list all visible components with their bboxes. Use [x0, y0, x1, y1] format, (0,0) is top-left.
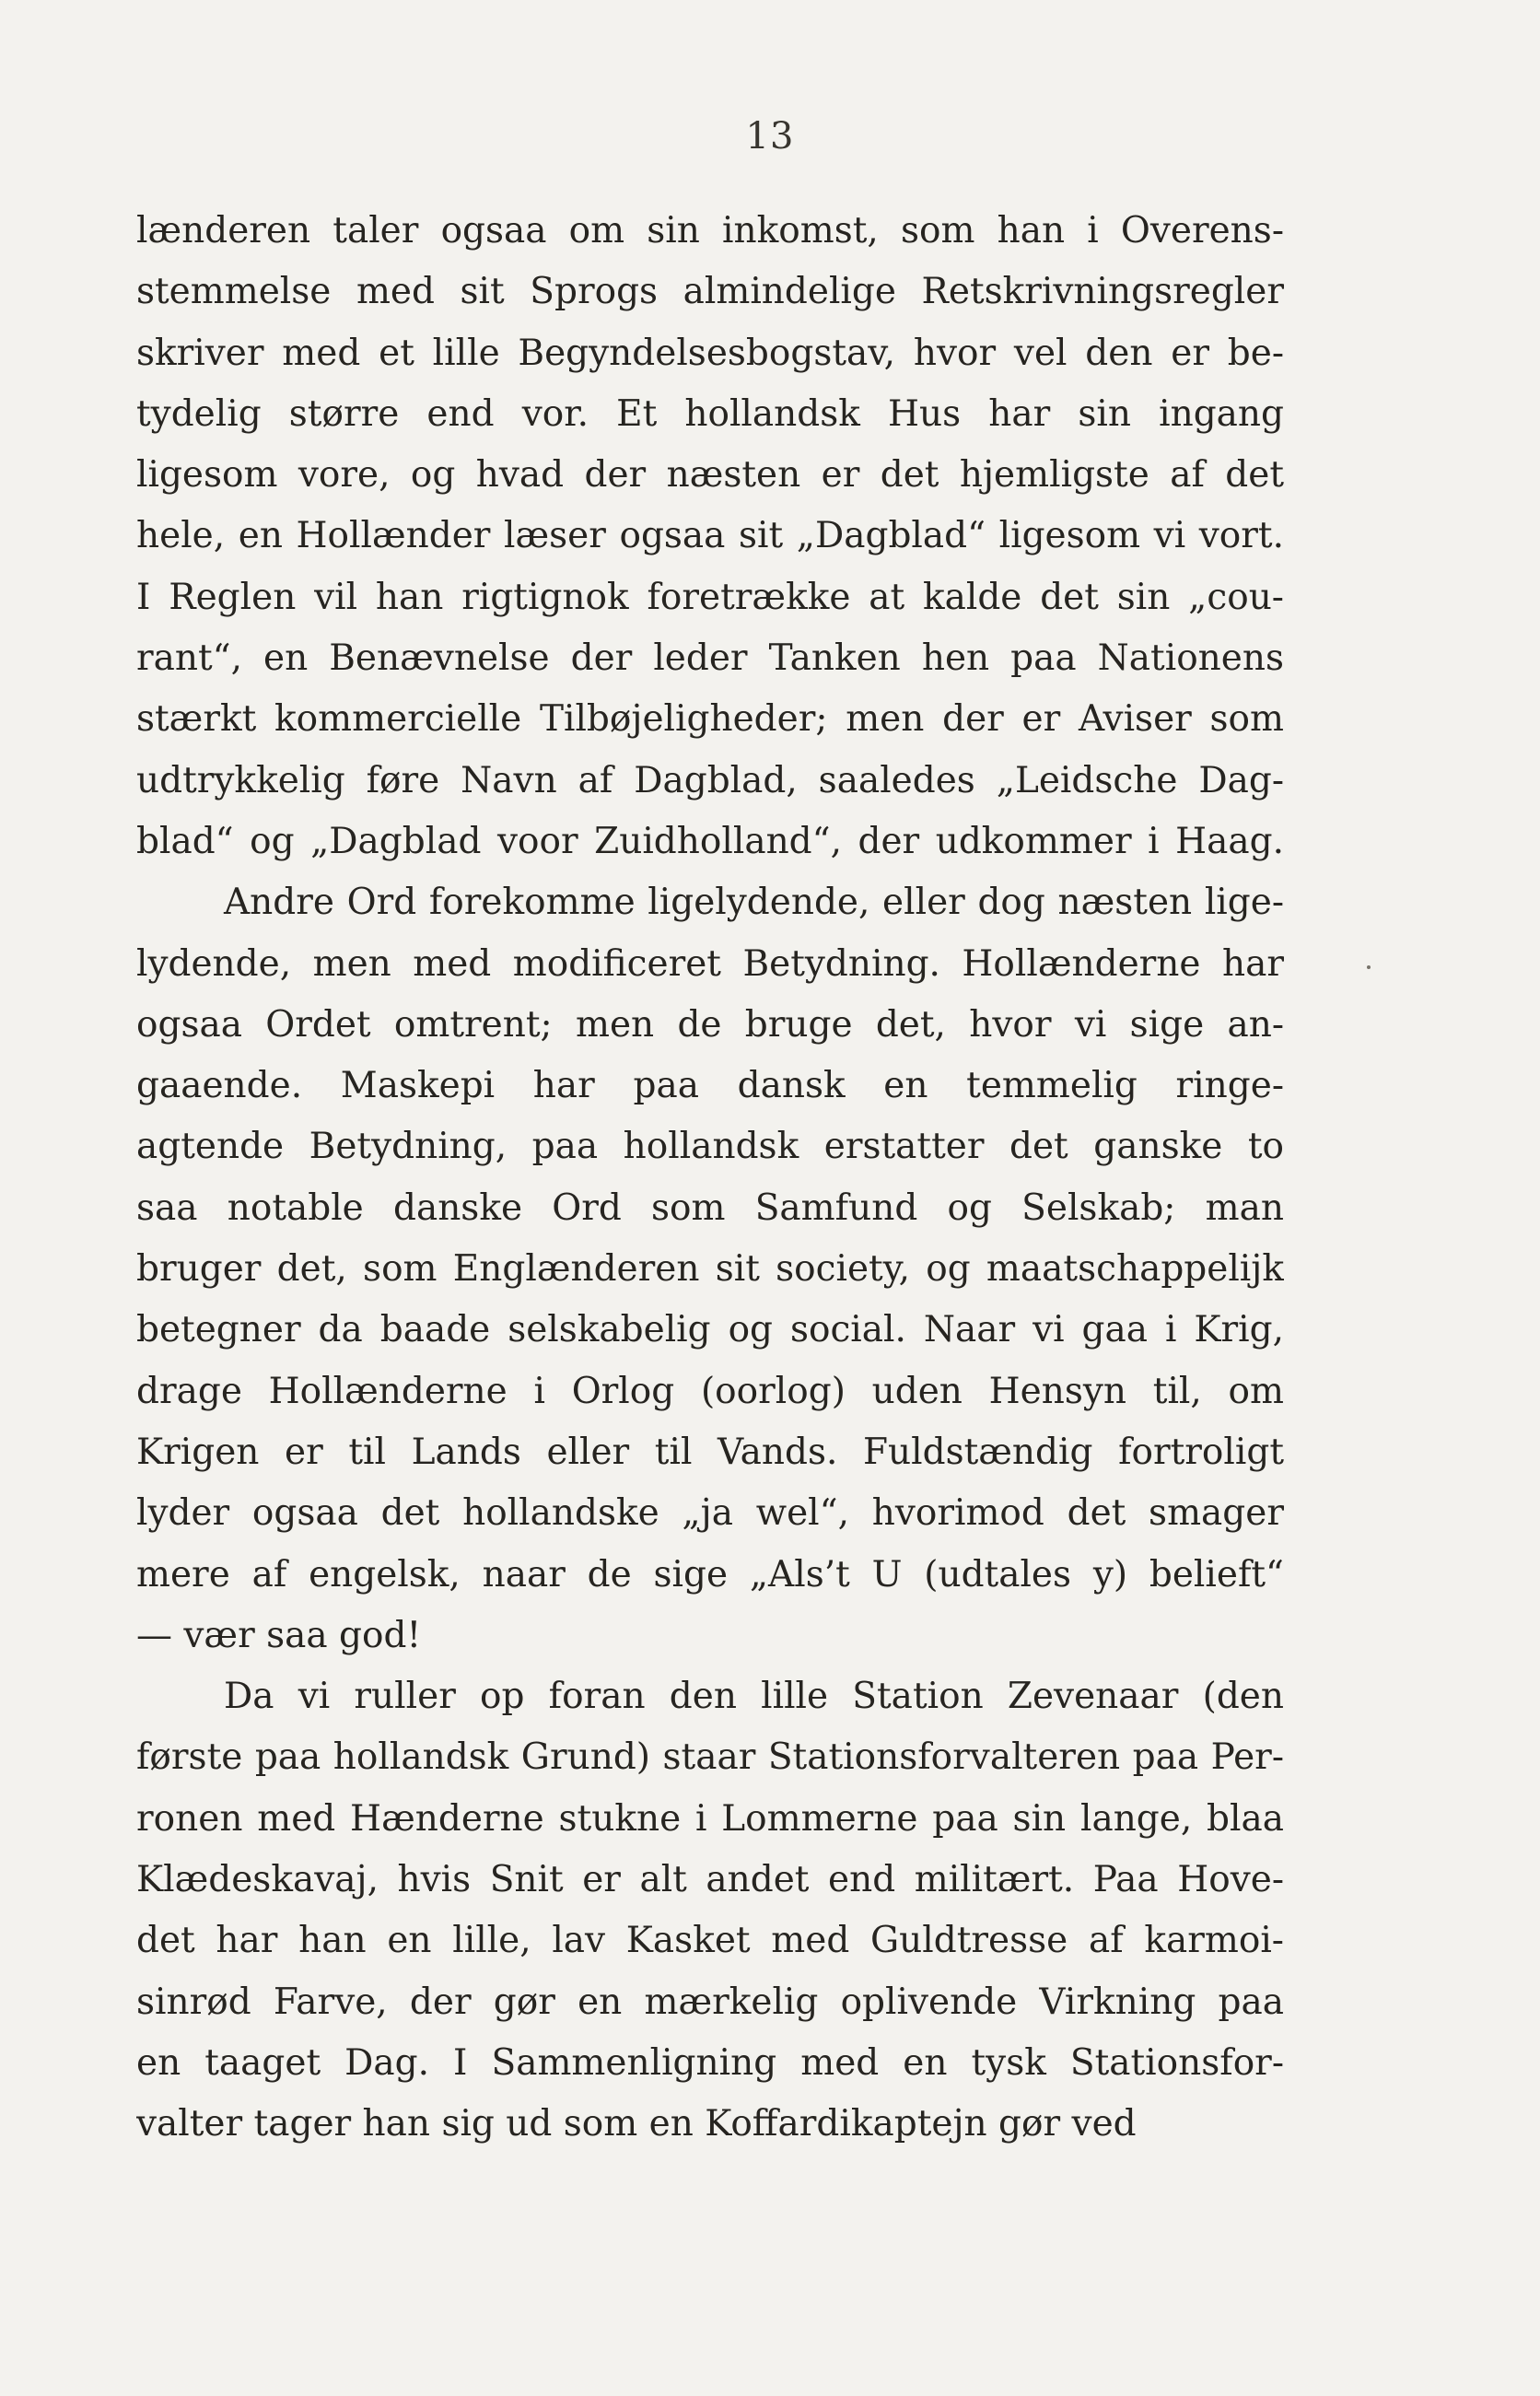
text-line: blad“ og „Dagblad voor Zuidholland“, der udkommer i Haag.	[136, 820, 1284, 862]
text-line-paragraph-end: — vær saa god!	[136, 1614, 422, 1656]
text-line: ronen med Hænderne stukne i Lommerne paa sin lange, blaa	[136, 1797, 1284, 1840]
text-line: Krigen er til Lands eller til Vands. Fuldstændig fortroligt	[136, 1431, 1284, 1473]
text-line: bruger det, som Englænderen sit society, og maatschappelijk	[136, 1248, 1284, 1291]
text-line: I Reglen vil han rigtignok foretrække at kalde det sin „cou-	[136, 576, 1284, 618]
text-line: skriver med et lille Begyndelsesbogstav, hvor vel den er be-	[136, 332, 1284, 374]
text-line: lyder ogsaa det hollandske „ja wel“, hvorimod det smager	[136, 1492, 1284, 1535]
text-line: ligesom vore, og hvad der næsten er det hjemligste af det	[136, 454, 1284, 497]
text-line: agtende Betydning, paa hollandsk erstatter det ganske to	[136, 1126, 1284, 1168]
text-line: saa notable danske Ord som Samfund og Selskab; man	[136, 1186, 1284, 1229]
text-line: betegner da baade selskabelig og social. Naar vi gaa i Krig,	[136, 1309, 1284, 1351]
body-text	[136, 201, 1284, 2156]
text-line: valter tager han sig ud som en Koffardikaptejn gør ved	[136, 2103, 1137, 2145]
text-line: rant“, en Benævnelse der leder Tanken hen paa Nationens	[136, 637, 1284, 680]
text-line: tydelig større end vor. Et hollandsk Hus har sin ingang	[136, 392, 1284, 435]
text-line: drage Hollænderne i Orlog (oorlog) uden Hensyn til, om	[136, 1370, 1284, 1412]
text-line: hele, en Hollænder læser ogsaa sit „Dagblad“ ligesom vi vort.	[136, 515, 1284, 557]
text-line: stemmelse med sit Sprogs almindelige Retskrivningsregler	[136, 271, 1284, 313]
paper-speck	[1367, 965, 1371, 969]
page-number: 13	[745, 115, 795, 158]
text-line: gaaende. Maskepi har paa dansk en temmelig ringe-	[136, 1065, 1284, 1107]
text-line: sinrød Farve, der gør en mærkelig oplivende Virkning paa	[136, 1981, 1284, 2023]
text-line: det har han en lille, lav Kasket med Guldtresse af karmoi-	[136, 1920, 1284, 1962]
text-line: ogsaa Ordet omtrent; men de bruge det, hvor vi sige an-	[136, 1003, 1284, 1046]
text-line: udtrykkelig føre Navn af Dagblad, saaledes „Leidsche Dag-	[136, 759, 1284, 801]
text-line: Klædeskavaj, hvis Snit er alt andet end militært. Paa Hove-	[136, 1859, 1284, 1901]
text-line: lydende, men med modificeret Betydning. Hollænderne har	[136, 942, 1284, 985]
text-line: lænderen taler ogsaa om sin inkomst, som han i Overens-	[136, 210, 1284, 251]
text-line: en taaget Dag. I Sammenligning med en tysk Stationsfor-	[136, 2041, 1284, 2084]
text-line: første paa hollandsk Grund) staar Stationsforvalteren paa Per-	[136, 1736, 1284, 1779]
text-line: mere af engelsk, naar de sige „Als’t U (udtales y) belieft“	[136, 1553, 1284, 1595]
text-line: stærkt kommercielle Tilbøjeligheder; men der er Aviser som	[136, 698, 1284, 741]
text-line-paragraph-start: Da vi ruller op foran den lille Station Zevenaar (den	[224, 1676, 1284, 1718]
text-line-paragraph-start: Andre Ord forekomme ligelydende, eller dog næsten lige-	[224, 882, 1284, 924]
